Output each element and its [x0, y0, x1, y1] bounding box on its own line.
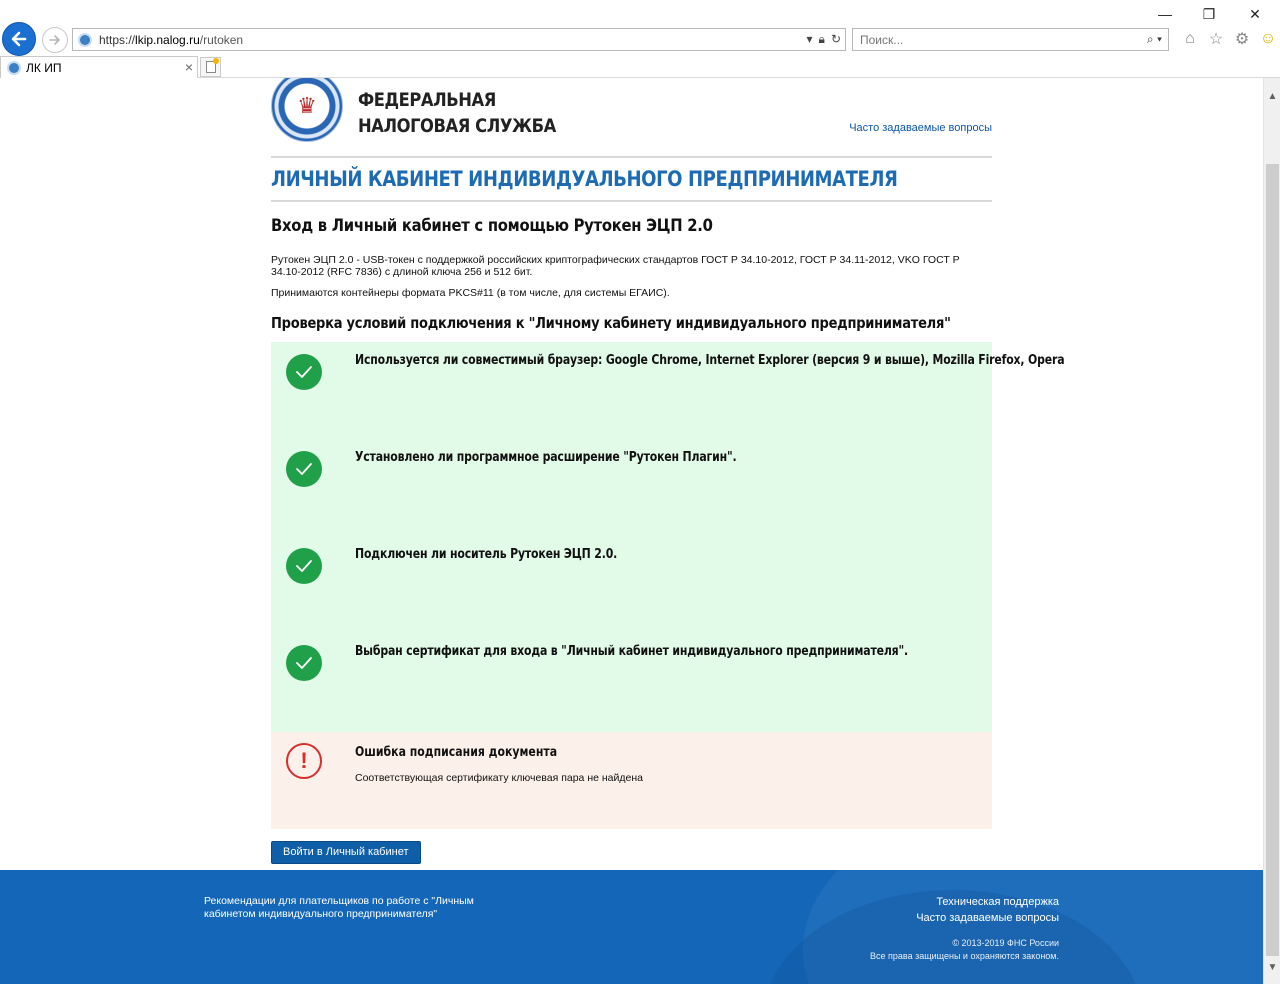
settings-gear-icon[interactable]: ⚙: [1234, 31, 1250, 48]
check-item: [271, 342, 1065, 440]
new-tab-icon: [206, 61, 216, 73]
check-heading: Проверка условий подключения к "Личному кабинету индивидуального предпринимателя": [271, 314, 951, 332]
feedback-smiley-icon[interactable]: ☺: [1259, 30, 1277, 47]
home-icon[interactable]: ⌂: [1185, 30, 1195, 47]
page-viewport: [0, 78, 1263, 984]
org-name: ФЕДЕРАЛЬНАЯ НАЛОГОВАЯ СЛУЖБА: [358, 89, 556, 137]
footer-faq-link[interactable]: Часто задаваемые вопросы: [916, 912, 1059, 924]
checks-panel: [271, 342, 1065, 732]
check-item: [271, 439, 992, 537]
login-heading: Вход в Личный кабинет с помощью Рутокен ЭЦП 2.0: [271, 216, 713, 236]
fns-emblem-icon[interactable]: ♛: [271, 78, 343, 142]
site-header: [271, 78, 992, 156]
rights-notice: Все права защищены и охраняются законом.: [870, 951, 1059, 961]
recommendations-link[interactable]: Рекомендации для плательщиков по работе с "Личным кабинетом индивидуального предпринимателя": [204, 895, 474, 920]
footer-links: [870, 894, 1059, 963]
scroll-thumb[interactable]: [1266, 164, 1279, 956]
check-item: [271, 536, 992, 634]
dropdown-arrow-icon[interactable]: ▾: [806, 32, 813, 46]
check-text: Установлено ли программное расширение "Рутокен Плагин".: [355, 450, 737, 465]
tab-lk-ip[interactable]: [0, 56, 198, 78]
check-success-icon: [286, 451, 322, 487]
check-success-icon: [286, 645, 322, 681]
refresh-icon[interactable]: ↻: [830, 32, 841, 46]
favorites-star-icon[interactable]: ☆: [1208, 31, 1224, 48]
scroll-down-icon[interactable]: ▼: [1267, 962, 1278, 973]
address-url[interactable]: https://lkip.nalog.ru/rutoken: [99, 32, 244, 47]
error-panel: [271, 732, 992, 829]
page-content: [271, 78, 1065, 864]
copyright: © 2013-2019 ФНС России: [952, 938, 1059, 948]
check-text: Выбран сертификат для входа в "Личный кабинет индивидуального предпринимателя".: [355, 644, 909, 659]
page-title: ЛИЧНЫЙ КАБИНЕТ ИНДИВИДУАЛЬНОГО ПРЕДПРИНИМАТЕЛЯ: [271, 167, 898, 191]
arrow-right-icon: [47, 32, 63, 48]
site-favicon-icon: [78, 33, 92, 47]
lock-icon[interactable]: 🔒︎: [818, 32, 825, 46]
forward-button[interactable]: [42, 27, 68, 53]
faq-link[interactable]: Часто задаваемые вопросы: [849, 122, 992, 134]
browser-titlebar: [0, 0, 1280, 56]
check-text: Используется ли совместимый браузер: Google Chrome, Internet Explorer (версия 9 и выше), Mozilla Firefox, Opera: [355, 353, 1065, 368]
check-success-icon: [286, 548, 322, 584]
search-box[interactable]: [852, 28, 1169, 51]
site-footer: [0, 870, 1263, 984]
new-tab-button[interactable]: [200, 57, 221, 77]
check-success-icon: [286, 354, 322, 390]
tab-label: ЛК ИП: [26, 60, 62, 75]
search-icon[interactable]: ⌕ ▾: [1146, 32, 1162, 46]
back-button[interactable]: [2, 22, 36, 56]
minimize-icon[interactable]: —: [1158, 6, 1172, 22]
tab-strip: [0, 56, 1280, 78]
error-title: Ошибка подписания документа: [355, 745, 558, 760]
close-window-icon[interactable]: ✕: [1249, 6, 1261, 22]
divider: [271, 200, 992, 202]
check-text: Подключен ли носитель Рутокен ЭЦП 2.0.: [355, 547, 618, 562]
arrow-left-icon: [9, 29, 29, 49]
support-link[interactable]: Техническая поддержка: [936, 896, 1059, 908]
check-item: [271, 633, 992, 731]
error-message: Соответствующая сертификату ключевая пара не найдена: [355, 772, 643, 784]
close-tab-icon[interactable]: ×: [184, 59, 193, 75]
vertical-scrollbar[interactable]: [1263, 78, 1280, 984]
search-input[interactable]: [860, 33, 1120, 47]
address-bar[interactable]: [72, 28, 846, 51]
login-button[interactable]: Войти в Личный кабинет: [271, 841, 421, 864]
tab-favicon-icon: [7, 61, 21, 75]
exclamation-icon: !: [286, 743, 322, 779]
restore-icon[interactable]: ❐: [1202, 6, 1216, 22]
containers-note: Принимаются контейнеры формата PKCS#11 (в том числе, для системы ЕГАИС).: [271, 287, 670, 299]
scroll-up-icon[interactable]: ▲: [1267, 91, 1278, 102]
token-description: Рутокен ЭЦП 2.0 - USB-токен с поддержкой российских криптографических стандартов ГОСТ Р 34.10-2012, ГОСТ Р 34.11-2012, VKO ГОСТ Р 34.10-2012 (RFC 7836) с длиной ключа 256 и 512 бит.: [271, 254, 960, 278]
